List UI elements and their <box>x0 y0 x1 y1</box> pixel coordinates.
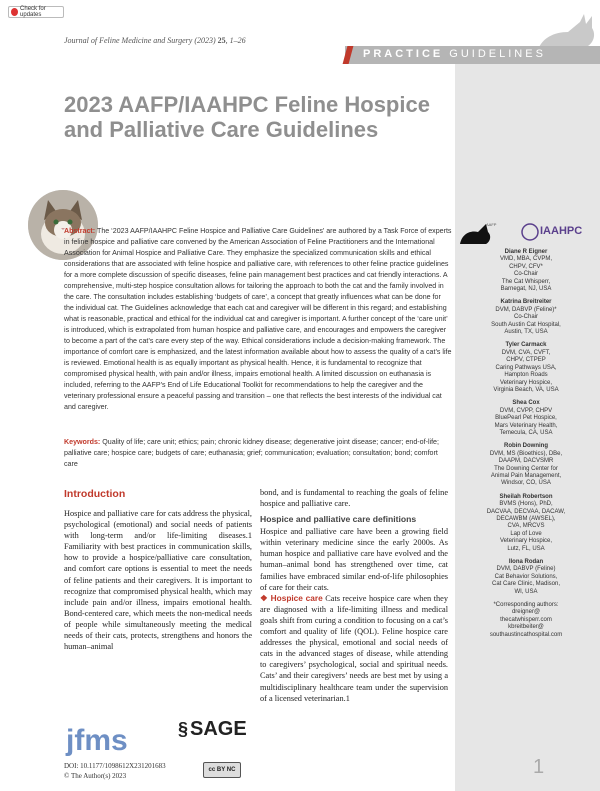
hospice-care-text: Cats receive hospice care when they are diagnosed with a life-limiting illness and medical goals shift from curing a condition to focusing on a cat’s comfort and quality of life (QOL). Feline hospice care addresses the physical, emotional and social needs of cats in the advanced stages of disease, while attending to caregivers’ psychological, social and spiritual needs. Cats’ and their caregivers’ needs are best met by using a multidisciplinary healthcare team under the supervision of a licensed veterinarian.1 <box>260 593 448 703</box>
email-link[interactable]: thecatwhisperr.com <box>500 616 552 623</box>
author-detail: Co-Chair <box>513 314 538 321</box>
author-name: Katrina Breitreiter <box>500 299 552 306</box>
author-entry <box>456 494 596 553</box>
update-icon <box>11 8 18 16</box>
aafp-iaahpc-logos <box>456 218 596 246</box>
author-detail: Co-Chair <box>513 271 538 278</box>
author-detail: BVMS (Hons), PhD, <box>499 501 553 508</box>
introduction-column-1: Hospice and palliative care for cats address the physical, psychological (emotional) and social needs of patients with long-term and/or life-limiting diseases.1 Familiarity with best practices in communication skills, how to provide a hospice/palliative care consultation, and comfort care options is essential to meet the needs of feline patients and their caregivers. It is important to recognize that compromised physical health, which may include pain and/or illness, impairs emotional health. Bond-centered care, which meets the non-medical needs of people while simultaneously meeting the medical needs of their cats, protects, strengthens and honors the human–animal <box>64 509 252 652</box>
practice-guidelines-banner <box>345 46 600 64</box>
author-detail: South Austin Cat Hospital, <box>491 321 561 328</box>
sage-logo <box>178 718 247 741</box>
journal-volume: 25 <box>217 36 226 45</box>
badge-label: Check for updates <box>20 6 46 18</box>
author-detail: Barnegat, NJ, USA <box>500 286 552 293</box>
aafp-logo-text: AAFP <box>486 222 497 227</box>
sage-logo-text: SAGE <box>190 718 247 740</box>
iaahpc-logo-text: IAAHPC <box>540 225 583 237</box>
cc-license-label: cc BY NC <box>208 767 236 773</box>
banner-label: PRACTICE GUIDELINES <box>363 48 546 60</box>
author-list <box>456 249 596 645</box>
author-detail: DVM, DABVP (Feline) <box>496 566 556 573</box>
author-detail: Austin, TX, USA <box>504 329 548 336</box>
organization-logos <box>456 218 596 246</box>
paragraph-continuation: bond, and is fundamental to reaching the goals of feline hospice and palliative care. <box>260 488 448 509</box>
author-name: Diane R Eigner <box>504 249 548 255</box>
author-entry <box>456 342 596 394</box>
author-entry <box>456 299 596 336</box>
definitions-paragraph: Hospice and palliative care have been a growing field within veterinary medicine since the early 2000s. As human hospice and palliative care have evolved and the human–animal bond has strengthened over time, cat families have embraced similar end-of-life philosophies of care for their cats. <box>260 527 448 592</box>
author-name: Ilona Rodan <box>508 559 544 566</box>
email-link[interactable]: dreigner@ <box>511 609 541 616</box>
keywords-text: Quality of life; care unit; ethics; pain; chronic kidney disease; degenerative joint disease; cancer; end-of-life; palliative care; hospice care; budgets of care; euthanasia; grief; communication; evaluation; consultation; bond; comfort care <box>64 438 439 468</box>
correspondence-label: *Corresponding authors: <box>493 602 559 609</box>
email-link[interactable]: southaustincathospital.com <box>489 631 563 638</box>
author-detail: Veterinary Hospice, <box>499 379 553 386</box>
email-link[interactable]: kbreitbeiter@ <box>508 624 544 631</box>
author-detail: CHPV, CFV* <box>509 263 543 270</box>
author-detail: DVM, CVA, CVFT, <box>501 349 551 356</box>
doi-block <box>64 761 166 781</box>
author-detail: Virginia Beach, VA, USA <box>493 386 559 393</box>
author-detail: Caring Pathways USA, <box>495 364 557 371</box>
abstract <box>64 226 452 413</box>
author-detail: The Downing Center for <box>494 465 558 472</box>
abstract-text: The ‘2023 AAFP/IAAHPC Feline Hospice and Palliative Care Guidelines’ are authored by a Task Force of experts in feline hospice and palliative care convened by the American Association of Feline Practitioners and the International Association for Animal Hospice and Palliative Care. They emphasize the specialized communication skills and ethical considerations that are associated with feline hospice and palliative care, with references to other feline practice guidelines for a more complete discussion of specific diseases, feline pain management best practices and cat friendly interactions. A comprehensive, multi-step hospice consultation allows for tailoring the approach to both the cat and the family involved in the care. The consultation includes establishing ‘budgets of care’, a concept that greatly influences what can be done for the individual cat. The Guidelines acknowledge that each cat and caregiver will be different in this regard; and establishing what is reasonable, practical and ethical for the individual cat and caregiver is important. A further concept of the ‘care unit’ is introduced, which is extrapolated from human hospice and palliative care, and encourages and empowers the caregiver to become a part of the cat’s care every step of the way. Ethical considerations include a decision-making framework. The importance of comfort care is emphasized, and the latest information available about how to assess the quality of a cat’s life is reviewed. Emotional health is as equally important as physical health. Hence, it is fundamental to recognize that compromised physical health, with pain and/or illness, impairs emotional health. A limited discussion on euthanasia is included, referring to the AAFP’s End of Life Educational Toolkit for recommendations to help the caregiver and the veterinary professional ensure a peaceful passing and transition – one that reflects the best interests of the individual cat and caregiver. <box>64 227 452 411</box>
author-detail: CHPV, CTPEP <box>506 357 546 364</box>
author-detail: CVA, MRCVS <box>507 523 545 530</box>
author-detail: DACVAA, DECVAA, DACAW, <box>486 508 566 515</box>
author-detail: The Cat Whisperr, <box>501 278 551 285</box>
author-name: Tyler Carmack <box>505 342 547 349</box>
doi-link[interactable]: DOI: 10.1177/1098612X231201683 <box>64 762 166 770</box>
author-detail: DVM, CVPP, CHPV <box>499 407 553 414</box>
creative-commons-badge[interactable] <box>203 762 241 778</box>
copyright-text: © The Author(s) 2023 <box>64 772 127 780</box>
page-number: 1 <box>533 756 545 778</box>
author-name: Shea Cox <box>512 400 540 407</box>
abstract-label: Abstract: <box>64 227 96 235</box>
author-detail: WI, USA <box>514 588 538 595</box>
jfms-logo <box>64 716 134 760</box>
journal-pages: , 1–26 <box>225 36 246 45</box>
hospice-care-label: ❖ Hospice care <box>260 592 323 603</box>
journal-citation <box>64 36 246 45</box>
author-name: Sheilah Robertson <box>499 493 553 500</box>
article-title: 2023 AAFP/IAAHPC Feline Hospice and Palliative Care Guidelines <box>64 92 430 142</box>
author-entry <box>456 249 596 293</box>
author-detail: Animal Pain Management, <box>490 472 562 479</box>
author-detail: Windsor, CO, USA <box>501 480 551 487</box>
author-detail: Cat Behavior Solutions, <box>494 573 558 580</box>
corresponding-authors <box>456 602 596 639</box>
jfms-logo-text: jfms <box>66 724 128 757</box>
introduction-heading: Introduction <box>64 488 126 500</box>
author-detail: Hampton Roads <box>504 372 548 379</box>
check-for-updates-badge[interactable] <box>8 6 64 18</box>
keywords <box>64 437 452 470</box>
author-detail: Cat Care Clinic, Madison, <box>491 581 561 588</box>
author-detail: DVM, MS (Bioethics), DBe, <box>489 450 563 457</box>
banner-accent <box>343 46 354 64</box>
sage-s-icon: § <box>178 719 189 739</box>
author-detail: BluePearl Pet Hospice, <box>495 415 557 422</box>
introduction-column-2 <box>260 487 448 704</box>
journal-name: Journal of Feline Medicine and Surgery (2023) <box>64 36 218 45</box>
author-entry <box>456 559 596 596</box>
author-detail: DECAWBM (AWSEL), <box>496 516 556 522</box>
author-entry <box>456 443 596 487</box>
author-name: Robin Downing <box>504 443 548 450</box>
author-detail: VMD, MBA, CVPM, <box>499 256 552 263</box>
author-detail: DAAPM, DACVSMR <box>498 458 554 465</box>
definitions-subheading: Hospice and palliative care definitions <box>260 514 417 525</box>
author-detail: Lap of Love <box>510 530 542 537</box>
author-detail: Temecula, CA, USA <box>499 429 553 436</box>
keywords-label: Keywords: <box>64 438 101 446</box>
author-detail: Veterinary Hospice, <box>499 538 553 545</box>
author-detail: Mars Veterinary Health, <box>494 422 558 429</box>
author-entry <box>456 400 596 437</box>
author-detail: Lutz, FL, USA <box>507 545 545 552</box>
hospice-care-paragraph <box>260 593 448 704</box>
author-detail: DVM, DABVP (Feline)* <box>495 306 557 313</box>
